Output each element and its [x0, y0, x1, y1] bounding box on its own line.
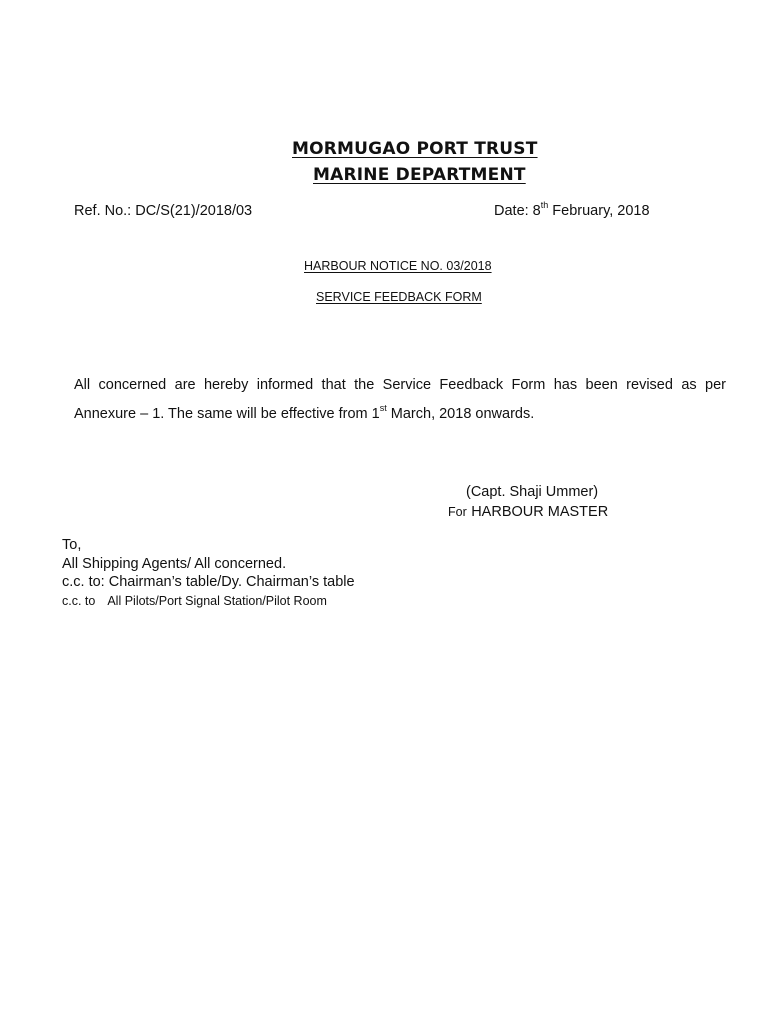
- notice-number: HARBOUR NOTICE NO. 03/2018: [304, 259, 492, 273]
- date-prefix: Date: 8: [494, 203, 541, 219]
- to-label: To,: [62, 537, 82, 553]
- cc-line-2: [62, 594, 327, 608]
- body-text-1: All concerned are hereby informed that the Service Feedback Form has been revised as per Annexure – 1. The same will be effective from 1: [74, 377, 726, 422]
- for-label: For: [448, 505, 467, 519]
- department-title: MARINE DEPARTMENT: [313, 165, 526, 185]
- reference-number: Ref. No.: DC/S(21)/2018/03: [74, 203, 253, 219]
- date-suffix-sup: th: [540, 200, 549, 211]
- recipient-line: All Shipping Agents/ All concerned.: [62, 556, 287, 572]
- cc2-label: c.c. to: [62, 594, 96, 608]
- signatory-name: (Capt. Shaji Ummer): [466, 484, 599, 500]
- cc2-value: All Pilots/Port Signal Station/Pilot Room: [107, 594, 327, 608]
- date-month-year: February, 2018: [548, 203, 650, 219]
- body-text-2: March, 2018 onwards.: [386, 406, 535, 422]
- notice-body: [74, 371, 726, 429]
- signatory-designation: [448, 503, 608, 521]
- body-sup: st: [379, 403, 387, 414]
- cc-line-1: c.c. to: Chairman’s table/Dy. Chairman’s table: [62, 574, 355, 590]
- org-title: MORMUGAO PORT TRUST: [292, 139, 538, 159]
- harbour-master-title: HARBOUR MASTER: [471, 504, 609, 520]
- issue-date: [494, 200, 650, 219]
- notice-subject: SERVICE FEEDBACK FORM: [316, 290, 482, 304]
